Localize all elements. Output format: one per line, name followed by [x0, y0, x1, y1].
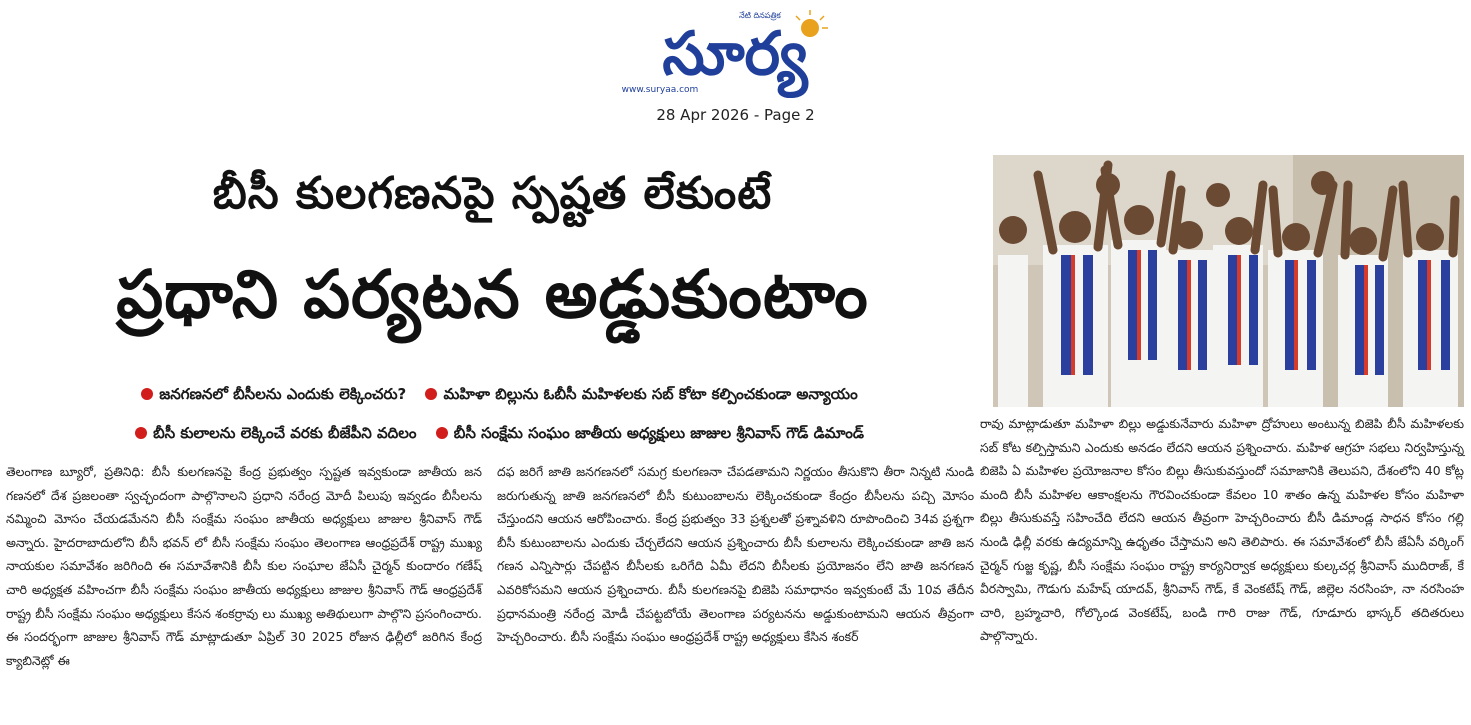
- bullet-dot-icon: [436, 427, 448, 439]
- bullet-text: బీసీ సంక్షేమ సంఘం జాతీయ అధ్యక్షులు జాజుల శ్రీనివాస్ గౌడ్ డిమాండ్: [453, 424, 864, 442]
- article-text: తెలంగాణ బ్యూరో, ప్రతినిధి: బీసీ కులగణనపై కేంద్ర ప్రభుత్వం స్పష్టత ఇవ్వకుండా జాతీయ జన గణనలో దేశ ప్రజలంతా స్వచ్ఛందంగా పాల్గొనాలని ప్రధాని నరేంద్ర మోదీ పిలుపు ఇవ్వడం బీసీలను నమ్మించి మోసం చేయడమేనని బీసీ సంక్షేమ సంఘం జాతీయ అధ్యక్షులు జాజుల శ్రీనివాస్ గౌడ్ అన్నారు. హైదరాబాదులోని బీసీ భవన్ లో బీసీ సంక్షేమ సంఘం తెలంగాణ ఆంధ్రప్రదేశ్ రాష్ట్ర ముఖ్య నాయకుల సమావేశం జరిగింది ఈ సమావేశానికి బీసీ కుల సంఘాల జేఏసీ చైర్మన్ కుందారం గణేష్ చారి అధ్యక్షత వహించగా బీసీ సంక్షేమ సంఘం జాతీయ అధ్యక్షులు జాజుల శ్రీనివాస్ గౌడ్ ఆంధ్రప్రదేశ్ రాష్ట్ర బీసీ సంక్షేమ సంఘం అధ్యక్షులు కేసన శంకర్రావు లు ముఖ్య అతిథులుగా పాల్గొని ప్రసంగించారు. ఈ సందర్భంగా జాజుల శ్రీనివాస్ గౌడ్ మాట్లాడుతూ ఏప్రిల్ 30 2025 రోజున ఢిల్లీలో జరిగిన కేంద్ర క్యాబినెట్లో ఈ: [6, 464, 482, 668]
- article-text: రావు మాట్లాడుతూ మహిళా బిల్లు అడ్డుకునేవారు మహిళా ద్రోహులు అంటున్న బిజెపి బీసీ మహిళలకు సబ్ కోట కల్పిస్తామని ఎందుకు అనడం లేదని ఆయన ప్రశ్నించారు. మహిళ ఆగ్రహ సభలు నిర్వహిస్తున్న బిజెపి ఏ మహిళల ప్రయోజనాల కోసం బిల్లు తీసుకువస్తుందో సమాజానికి తెలుపని, దేశంలోని 40 కోట్ల మంది బీసీ మహిళల ఆకాంక్షలను గౌరవించకుండా కేవలం 10 శాతం ఉన్న మహిళల కోసం మహిళా బిల్లు తీసుకువస్తే సహించేది లేదని ఆయన తీవ్రంగా హెచ్చరించారు బీసీ డిమాండ్ల సాధన కోసం గల్లి నుండి ఢిల్లీ వరకు ఉద్యమాన్ని ఉధృతం చేస్తామని అని తెలిపారు. ఈ సమావేశంలో బీసీ జేఏసీ వర్కింగ్ చైర్మన్ గుజ్జ కృష్ణ, బీసీ సంక్షేమ సంఘం రాష్ట్ర కార్యనిర్వాక అధ్యక్షులు కుల్కచర్ల శ్రీనివాస్ ముదిరాజ్, కే వీరస్వామి, గౌడుగు మహేష్ యాదవ్, శ్రీనివాస్ గౌడ్, కే వెంకటేష్ గౌడ్, జిల్లెల నరసింహ, నా నరసింహ చారి, బ్రహ్మచారి, గోల్కొండ వెంకటేష్, బండి గారి రాజు గౌడ్, గూడూరు భాస్కర్ తదితరులు పాల్గొన్నారు.: [980, 416, 1464, 644]
- bullet-row-2: [0, 424, 985, 446]
- bullet-dot-icon: [135, 427, 147, 439]
- suryaa-logo: [600, 6, 870, 98]
- dateline: 28 Apr 2026 - Page 2: [656, 106, 815, 124]
- bullet-text: మహిళా బిల్లును ఓబీసీ మహిళలకు సబ్ కోటా కల్పించకుండా అన్యాయం: [443, 385, 858, 403]
- bullet-dot-icon: [141, 388, 153, 400]
- bullet-dot-icon: [425, 388, 437, 400]
- logo-tagline: నేటి దినపత్రిక: [739, 11, 781, 20]
- article-text: దఫ జరిగే జాతి జనగణనలో సమగ్ర కులగణనా చేపడతామని నిర్ణయం తీసుకొని తీరా నిన్నటి నుండి జరుగుతున్న జాతి జనగణనలో బీసీ కుటుంబాలను లెక్కించకుండా కేంద్రం బీసీలను పచ్చి మోసం చేస్తుందని ఆయన ఆరోపించారు. కేంద్ర ప్రభుత్వం 33 ప్రశ్నలతో ప్రశ్నావళిని రూపొందించి 34వ ప్రశ్నగా బీసీ కుటుంబాలను ఎందుకు చేర్చలేదని ఆయన ప్రశ్నించారు బీసీ కులాలను లెక్కించకుండా జాతి జన గణన ఎన్నిసార్లు చేపట్టిన బీసీలకు ఒరిగేది ఏమీ లేదని బీసీలకు ప్రయోజనం లేని జాతి జనగణన ఎవరికోసమని ఆయన ప్రశ్నించారు. బీసీ కులగణనపై బిజెపి సమాధానం ఇవ్వకుంటే మే 10వ తేదీన ప్రధానమంత్రి నరేంద్ర మోడీ చేపట్టబోయే తెలంగాణ పర్యటనను అడ్డుకుంటామని ఆయన తీవ్రంగా హెచ్చరించారు. బీసీ సంక్షేమ సంఘం ఆంధ్రప్రదేశ్ రాష్ట్ర అధ్యక్షులు కేసిన శంకర్: [497, 464, 974, 645]
- headline-line1: బీసీ కులగణనపై స్పష్టత లేకుంటే: [212, 168, 773, 219]
- article-column-3: [980, 412, 1464, 648]
- logo-wordmark: సూర్య: [662, 19, 808, 89]
- headline-line2: ప్రధాని పర్యటన అడ్డుకుంటాం: [116, 256, 869, 333]
- article-column-2: [497, 460, 974, 649]
- masthead-logo: [600, 6, 870, 98]
- logo-website: www.suryaa.com: [621, 85, 699, 95]
- bullet-row-1: [0, 385, 985, 407]
- news-photo: [993, 155, 1464, 407]
- article-column-1: [6, 460, 482, 672]
- bullet-text: బీసీ కులాలను లెక్కించే వరకు బీజేపీని వదిలం: [153, 424, 417, 442]
- bullet-text: జనగణనలో బీసీలను ఎందుకు లెక్కించరు?: [159, 385, 407, 403]
